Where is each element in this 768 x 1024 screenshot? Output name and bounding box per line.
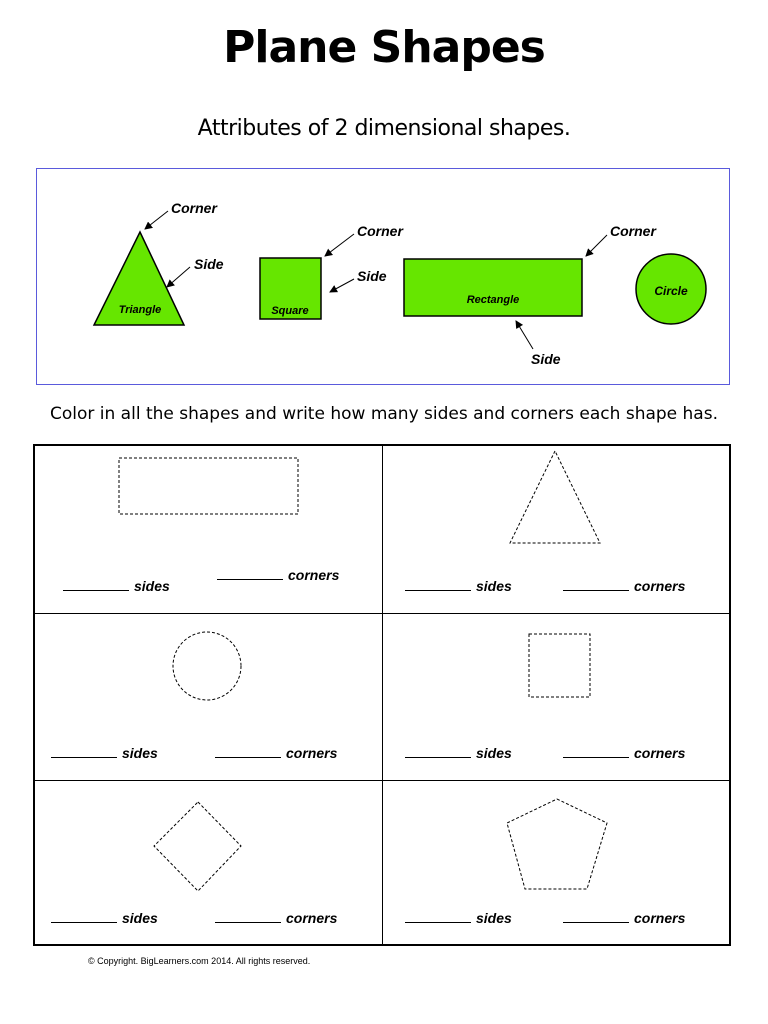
- corners-label: corners: [634, 578, 686, 594]
- corners-answer: [215, 910, 337, 926]
- sides-label: sides: [476, 910, 512, 926]
- example-circle-label: Circle: [654, 284, 688, 298]
- example-shapes-panel: [36, 168, 730, 385]
- page-subtitle: Attributes of 2 dimensional shapes.: [197, 116, 571, 141]
- corners-blank[interactable]: [563, 756, 629, 758]
- sides-answer: [51, 910, 158, 926]
- example-rectangle-shape: [404, 259, 582, 316]
- worksheet-cell-rhombus: [35, 781, 382, 946]
- worksheet-cell-square: [383, 614, 730, 780]
- corners-label: corners: [286, 910, 338, 926]
- example-triangle-side-label: Side: [194, 256, 224, 272]
- corners-answer: [563, 910, 685, 926]
- corners-blank[interactable]: [563, 589, 629, 591]
- sides-answer: [405, 745, 512, 761]
- page-title: Plane Shapes: [223, 22, 545, 73]
- example-triangle-corner-label: Corner: [171, 200, 217, 216]
- worksheet-cell-triangle: [383, 446, 730, 613]
- example-square-label: Square: [271, 305, 309, 317]
- sides-blank[interactable]: [405, 921, 471, 923]
- example-shapes-illustration: [37, 169, 731, 386]
- sides-label: sides: [122, 910, 158, 926]
- sides-answer: [405, 910, 512, 926]
- corners-answer: [563, 578, 685, 594]
- corners-label: corners: [634, 745, 686, 761]
- corners-label: corners: [286, 745, 338, 761]
- sides-label: sides: [476, 745, 512, 761]
- example-square-side-label: Side: [357, 268, 387, 284]
- example-triangle-label: Triangle: [118, 304, 162, 316]
- corners-label: corners: [288, 567, 340, 583]
- example-rectangle-corner-label: Corner: [610, 223, 656, 239]
- corners-blank[interactable]: [217, 578, 283, 580]
- sides-blank[interactable]: [405, 756, 471, 758]
- worksheet-cell-rectangle: [35, 446, 382, 613]
- sides-answer: [63, 578, 170, 594]
- corners-answer: [217, 567, 339, 583]
- sides-label: sides: [122, 745, 158, 761]
- worksheet-grid: [33, 444, 731, 946]
- corners-blank[interactable]: [563, 921, 629, 923]
- sides-blank[interactable]: [63, 589, 129, 591]
- corners-blank[interactable]: [215, 756, 281, 758]
- copyright-notice: © Copyright. BigLearners.com 2014. All rights reserved.: [88, 956, 311, 966]
- example-rectangle-side-label: Side: [531, 351, 561, 367]
- example-rectangle-label: Rectangle: [466, 294, 520, 306]
- corners-answer: [215, 745, 337, 761]
- worksheet-cell-pentagon: [383, 781, 730, 946]
- sides-blank[interactable]: [51, 756, 117, 758]
- sides-blank[interactable]: [405, 589, 471, 591]
- sides-answer: [405, 578, 512, 594]
- instruction-text: Color in all the shapes and write how many sides and corners each shape has.: [49, 404, 718, 424]
- corners-blank[interactable]: [215, 921, 281, 923]
- example-square-corner-label: Corner: [357, 223, 403, 239]
- worksheet-cell-circle: [35, 614, 382, 780]
- corners-answer: [563, 745, 685, 761]
- sides-blank[interactable]: [51, 921, 117, 923]
- sides-label: sides: [476, 578, 512, 594]
- corners-label: corners: [634, 910, 686, 926]
- sides-label: sides: [134, 578, 170, 594]
- sides-answer: [51, 745, 158, 761]
